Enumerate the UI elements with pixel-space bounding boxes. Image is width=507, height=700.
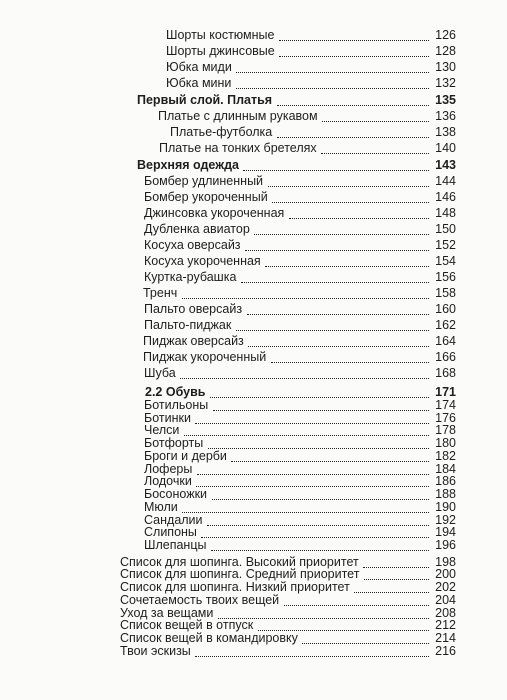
toc-entry — [144, 222, 456, 236]
toc-entry-title: Юбка мини — [166, 76, 232, 90]
toc-entry-page-number: 164 — [435, 334, 456, 348]
toc-dot-leader — [241, 282, 429, 283]
toc-entry-title: Пальто оверсайз — [144, 302, 243, 316]
toc-section-heading — [145, 385, 456, 399]
toc-entry-page-number: 212 — [435, 618, 456, 632]
toc-entry-title: Ботильоны — [144, 398, 209, 412]
toc-entry — [166, 44, 456, 58]
toc-entry-title: Слипоны — [144, 525, 197, 539]
toc-entry-title: Бомбер удлиненный — [144, 174, 264, 188]
toc-entry — [144, 398, 456, 412]
toc-entry-page-number: 182 — [435, 449, 456, 463]
toc-dot-leader — [268, 186, 429, 187]
toc-dot-leader — [254, 234, 429, 235]
toc-dot-leader — [289, 218, 429, 219]
toc-entry — [144, 449, 456, 463]
toc-entry-page-number: 204 — [435, 593, 456, 607]
toc-entry — [120, 618, 456, 632]
toc-dot-leader — [321, 153, 429, 154]
toc-entry — [120, 580, 456, 594]
toc-entry-title: Пиджак укороченный — [143, 350, 267, 364]
toc-dot-leader — [180, 378, 429, 379]
toc-entry — [120, 567, 456, 581]
toc-entry-title: Список вещей в отпуск — [120, 618, 254, 632]
toc-entry-title: Пиджак оверсайз — [143, 334, 244, 348]
toc-entry-title: Шуба — [144, 366, 176, 380]
toc-entry-title: Ботинки — [144, 411, 191, 425]
toc-dot-leader — [279, 56, 429, 57]
toc-entry-page-number: 152 — [435, 238, 456, 252]
toc-entry-title: Список вещей в командировку — [120, 631, 298, 645]
toc-entry — [144, 538, 456, 552]
toc-entry-page-number: 174 — [435, 398, 456, 412]
toc-entry-title: Мюли — [144, 500, 178, 514]
toc-entry — [144, 366, 456, 380]
toc-dot-leader — [272, 202, 429, 203]
toc-entry-page-number: 143 — [435, 158, 456, 172]
toc-entry-page-number: 146 — [435, 190, 456, 204]
toc-entry-page-number: 186 — [435, 474, 456, 488]
toc-entry-page-number: 126 — [435, 28, 456, 42]
toc-entry-page-number: 194 — [435, 525, 456, 539]
toc-entry-page-number: 160 — [435, 302, 456, 316]
toc-entry — [143, 286, 456, 300]
toc-entry-page-number: 171 — [435, 385, 456, 399]
toc-entry — [144, 423, 456, 437]
toc-entry-page-number: 158 — [435, 286, 456, 300]
toc-entry-title: Уход за вещами — [120, 606, 214, 620]
toc-entry — [144, 474, 456, 488]
toc-entry — [144, 190, 456, 204]
toc-entry — [144, 487, 456, 501]
toc-entry-title: Платье-футболка — [170, 125, 273, 139]
toc-entry-title: Список для шопинга. Низкий приоритет — [120, 580, 350, 594]
toc-entry-title: Косуха оверсайз — [144, 238, 241, 252]
toc-entry-title: Босоножки — [144, 487, 208, 501]
toc-dot-leader — [236, 88, 429, 89]
toc-entry — [144, 238, 456, 252]
toc-entry-title: Куртка-рубашка — [144, 270, 237, 284]
toc-dot-leader — [236, 72, 429, 73]
toc-entry — [120, 644, 456, 658]
toc-entry-page-number: 150 — [435, 222, 456, 236]
toc-entry — [159, 141, 456, 155]
toc-dot-leader — [195, 656, 429, 657]
toc-entry-page-number: 184 — [435, 462, 456, 476]
toc-entry-page-number: 176 — [435, 411, 456, 425]
toc-entry — [144, 436, 456, 450]
toc-entry-page-number: 162 — [435, 318, 456, 332]
toc-entry-title: Ботфорты — [144, 436, 204, 450]
toc-dot-leader — [322, 121, 429, 122]
toc-dot-leader — [271, 362, 429, 363]
toc-entry-title: 2.2 Обувь — [145, 385, 206, 399]
toc-entry-title: Первый слой. Платья — [137, 93, 273, 107]
toc-entry-page-number: 208 — [435, 606, 456, 620]
toc-entry-page-number: 202 — [435, 580, 456, 594]
toc-entry — [144, 206, 456, 220]
toc-entry-page-number: 138 — [435, 125, 456, 139]
toc-entry — [144, 318, 456, 332]
toc-entry — [144, 270, 456, 284]
toc-entry-page-number: 140 — [435, 141, 456, 155]
toc-entry — [166, 76, 456, 90]
toc-entry-title: Шорты костюмные — [166, 28, 275, 42]
toc-dot-leader — [265, 266, 429, 267]
toc-entry-page-number: 180 — [435, 436, 456, 450]
toc-entry-title: Юбка миди — [166, 60, 232, 74]
toc-entry-page-number: 200 — [435, 567, 456, 581]
toc-entry-title: Пальто-пиджак — [144, 318, 232, 332]
toc-entry-title: Лодочки — [144, 474, 192, 488]
toc-entry-title: Шлепанцы — [144, 538, 207, 552]
toc-dot-leader — [247, 314, 429, 315]
toc-entry-page-number: 135 — [435, 93, 456, 107]
toc-entry-page-number: 196 — [435, 538, 456, 552]
toc-entry-page-number: 166 — [435, 350, 456, 364]
toc-dot-leader — [211, 550, 429, 551]
toc-dot-leader — [245, 250, 429, 251]
toc-entry-page-number: 156 — [435, 270, 456, 284]
toc-dot-leader — [279, 40, 429, 41]
toc-entry-page-number: 154 — [435, 254, 456, 268]
toc-dot-leader — [277, 137, 429, 138]
toc-entry — [120, 631, 456, 645]
toc-dot-leader — [277, 105, 429, 106]
toc-entry-page-number: 190 — [435, 500, 456, 514]
toc-section-heading — [137, 158, 456, 172]
toc-entry — [144, 500, 456, 514]
toc-entry-page-number: 188 — [435, 487, 456, 501]
toc-entry — [170, 125, 456, 139]
toc-entry-title: Броги и дерби — [144, 449, 227, 463]
toc-entry-page-number: 214 — [435, 631, 456, 645]
toc-dot-leader — [236, 330, 429, 331]
toc-entry-title: Сочетаемость твоих вещей — [120, 593, 280, 607]
toc-entry — [120, 593, 456, 607]
toc-entry-title: Лоферы — [144, 462, 193, 476]
toc-dot-leader — [248, 346, 429, 347]
toc-entry-title: Тренч — [143, 286, 178, 300]
toc-entry — [166, 60, 456, 74]
toc-entry-title: Джинсовка укороченная — [144, 206, 285, 220]
toc-entry-title: Сандалии — [144, 513, 203, 527]
toc-entry-page-number: 136 — [435, 109, 456, 123]
toc-entry-page-number: 144 — [435, 174, 456, 188]
toc-entry-title: Твои эскизы — [120, 644, 191, 658]
toc-entry — [143, 350, 456, 364]
toc-entry-title: Список для шопинга. Высокий приоритет — [120, 555, 359, 569]
toc-entry-title: Дубленка авиатор — [144, 222, 250, 236]
toc-entry-page-number: 148 — [435, 206, 456, 220]
toc-entry — [144, 174, 456, 188]
toc-entry-title: Челси — [144, 423, 180, 437]
toc-dot-leader — [182, 298, 429, 299]
toc-entry-page-number: 132 — [435, 76, 456, 90]
toc-entry — [143, 334, 456, 348]
toc-entry-page-number: 216 — [435, 644, 456, 658]
toc-entry — [158, 109, 456, 123]
toc-entry-page-number: 168 — [435, 366, 456, 380]
toc-entry-title: Косуха укороченная — [144, 254, 261, 268]
toc-entry-title: Шорты джинсовые — [166, 44, 275, 58]
toc-entry-title: Платье на тонких бретелях — [159, 141, 317, 155]
toc-entry-title: Список для шопинга. Средний приоритет — [120, 567, 360, 581]
toc-entry-title: Бомбер укороченный — [144, 190, 268, 204]
toc-entry-page-number: 198 — [435, 555, 456, 569]
toc-section-heading — [137, 93, 456, 107]
toc-entry-page-number: 128 — [435, 44, 456, 58]
toc-entry — [166, 28, 456, 42]
toc-entry-page-number: 192 — [435, 513, 456, 527]
toc-entry — [144, 525, 456, 539]
toc-entry — [144, 302, 456, 316]
toc-entry-page-number: 178 — [435, 423, 456, 437]
toc-entry — [144, 254, 456, 268]
toc-entry-title: Верхняя одежда — [137, 158, 239, 172]
toc-entry-page-number: 130 — [435, 60, 456, 74]
toc-dot-leader — [243, 170, 429, 171]
toc-entry-title: Платье с длинным рукавом — [158, 109, 318, 123]
